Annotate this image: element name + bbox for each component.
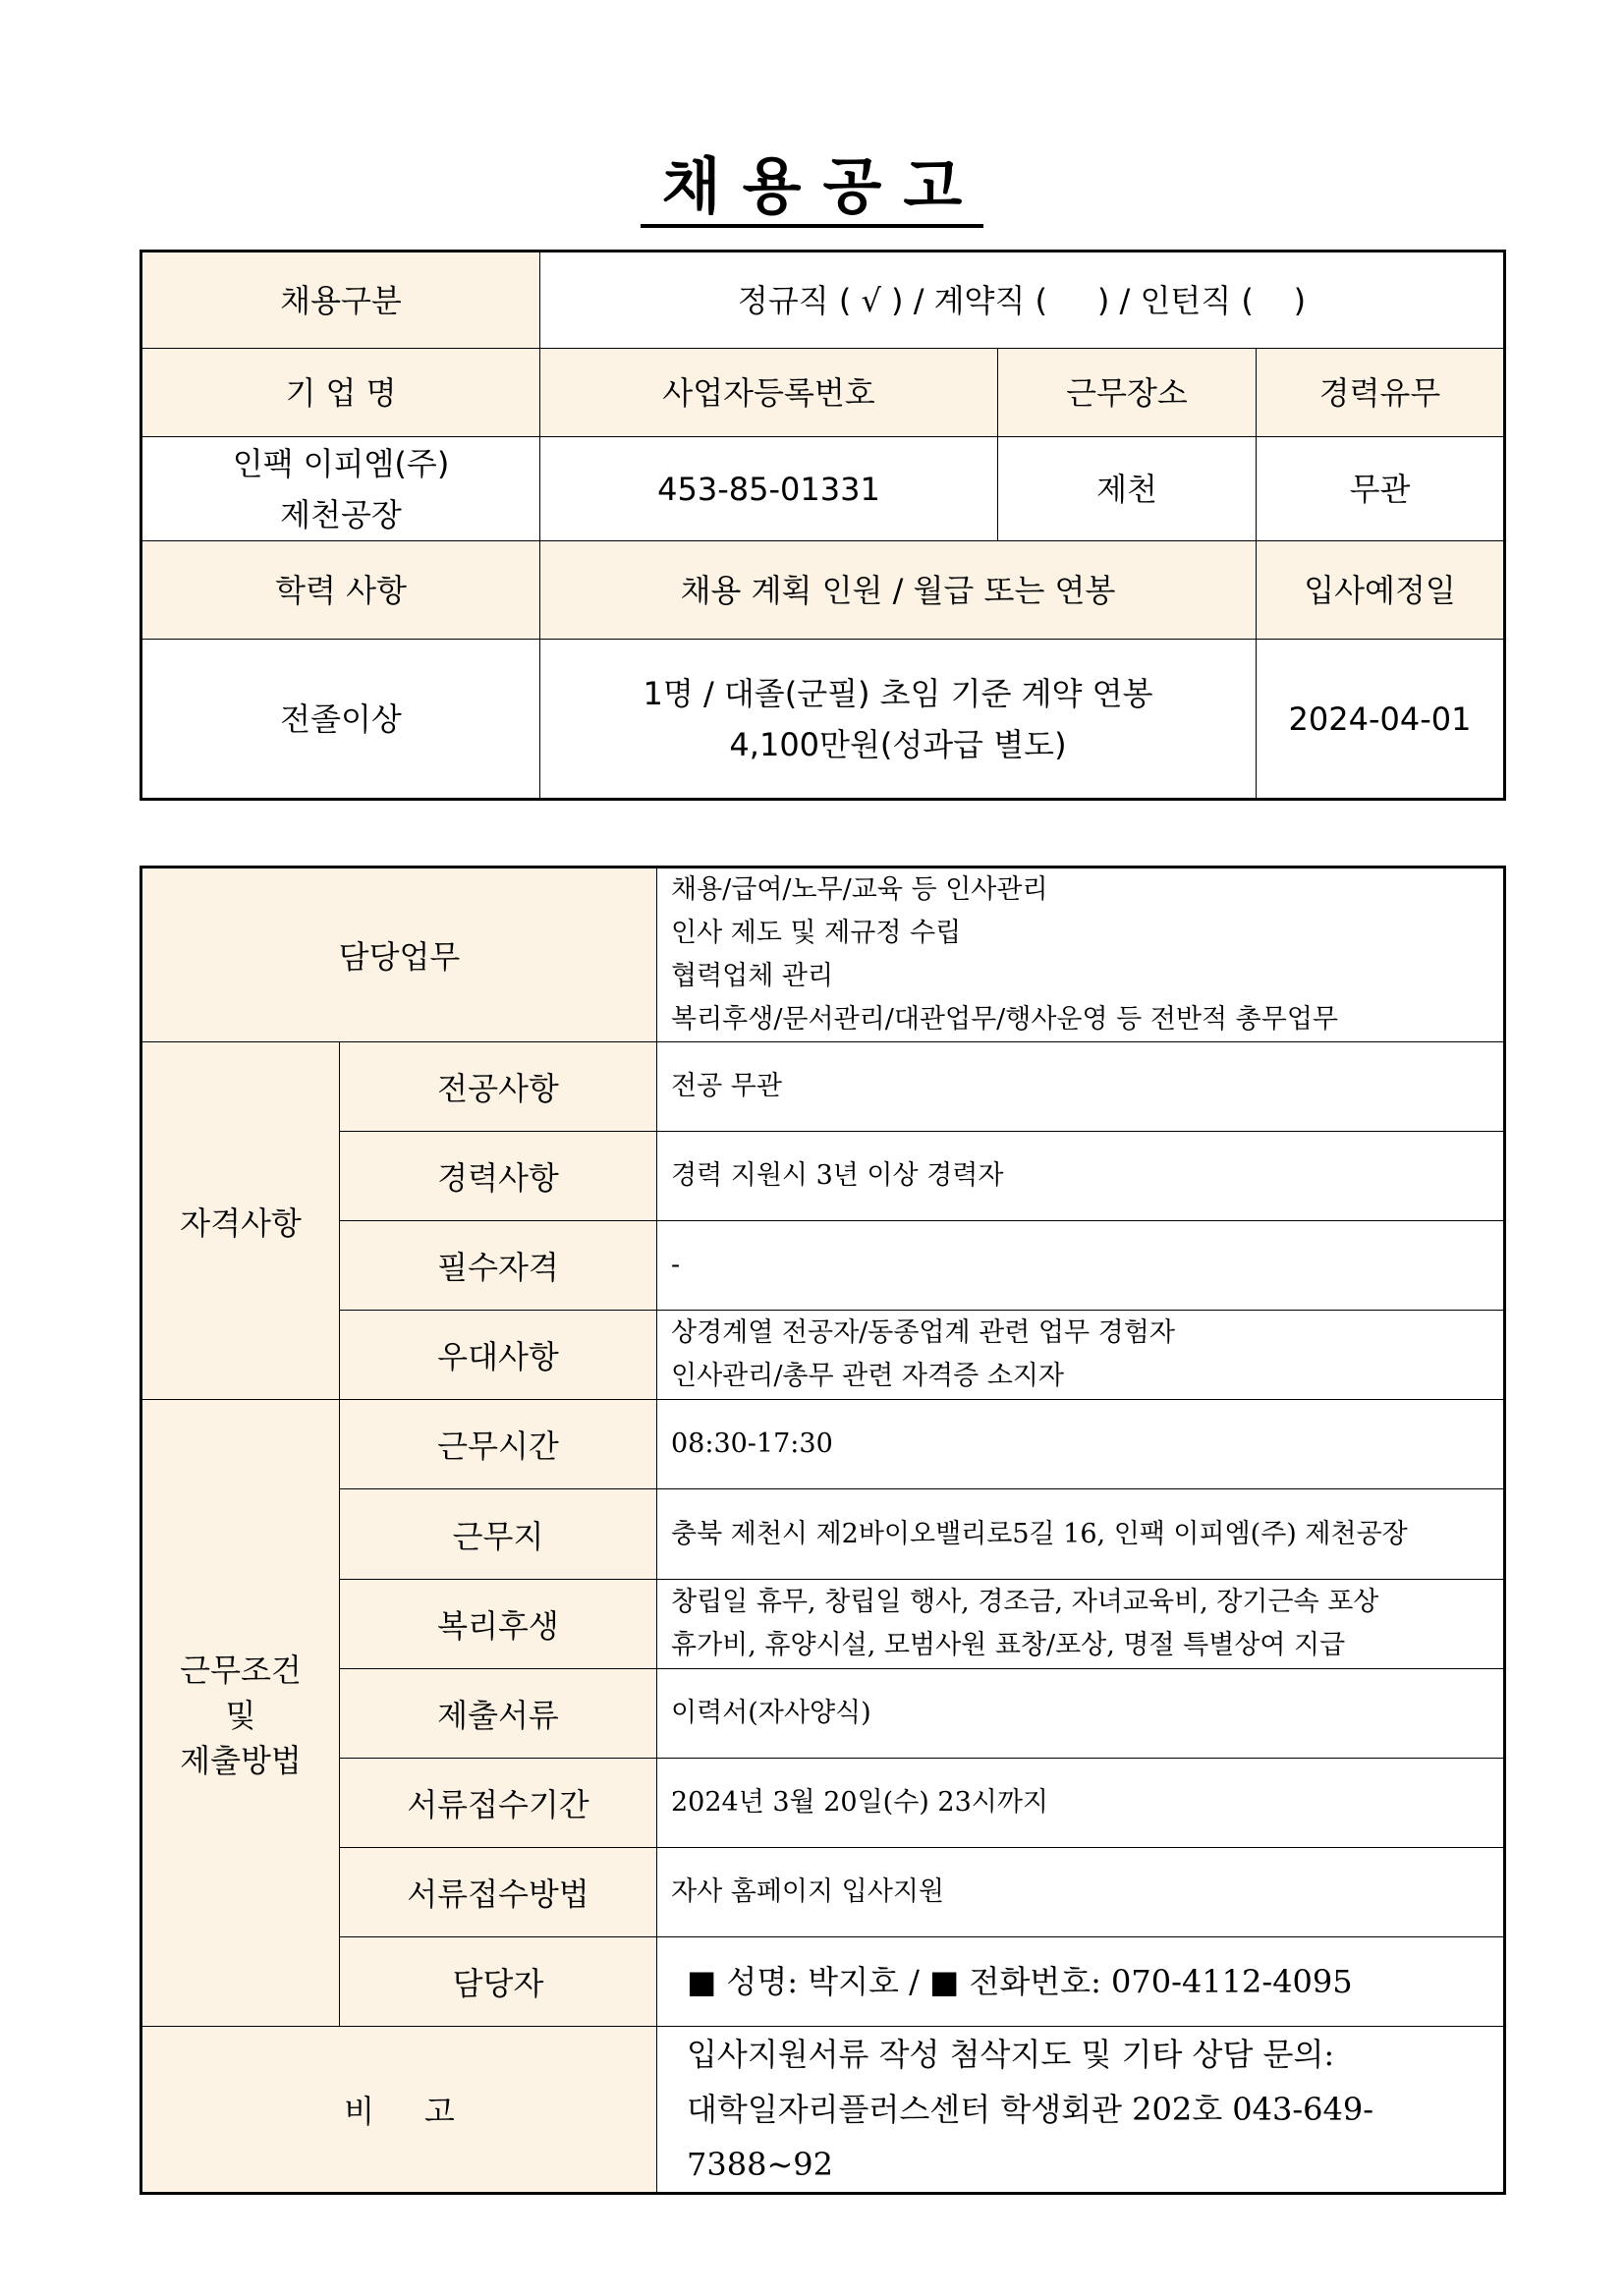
experience-value: 무관: [1257, 437, 1505, 541]
table-row: [141, 1221, 1505, 1311]
required-value: -: [657, 1221, 1505, 1311]
plan-header: 채용 계획 인원 / 월급 또는 연봉: [540, 541, 1257, 640]
detail-table: [140, 866, 1506, 2195]
table-row: [141, 1759, 1505, 1848]
hire-type-value: 정규직 ( √ ) / 계약직 ( ) / 인턴직 ( ): [540, 252, 1505, 349]
experience-header: 경력유무: [1257, 349, 1505, 437]
remarks-value: 입사지원서류 작성 첨삭지도 및 기타 상담 문의: 대학일자리플러스센터 학생회관 202호 043-649-7388~92: [657, 2027, 1505, 2194]
method-label: 서류접수방법: [340, 1848, 657, 1937]
documents-value: 이력서(자사양식): [657, 1669, 1505, 1759]
welfare-label: 복리후생: [340, 1580, 657, 1669]
contact-label: 담당자: [340, 1937, 657, 2027]
table-row: [141, 1848, 1505, 1937]
hours-label: 근무시간: [340, 1400, 657, 1489]
table-row: [141, 349, 1505, 437]
contact-value: ■ 성명: 박지호 / ■ 전화번호: 070-4112-4095: [657, 1937, 1505, 2027]
biz-no-header: 사업자등록번호: [540, 349, 998, 437]
table-row: [141, 1042, 1505, 1132]
plan-value: 1명 / 대졸(군필) 초임 기준 계약 연봉 4,100만원(성과급 별도): [540, 640, 1257, 800]
education-value: 전졸이상: [141, 640, 540, 800]
place-label: 근무지: [340, 1489, 657, 1580]
major-label: 전공사항: [340, 1042, 657, 1132]
conditions-group-label: 근무조건 및 제출방법: [141, 1400, 340, 2027]
method-value: 자사 홈페이지 입사지원: [657, 1848, 1505, 1937]
major-value: 전공 무관: [657, 1042, 1505, 1132]
table-row: [141, 1132, 1505, 1221]
education-header: 학력 사항: [141, 541, 540, 640]
location-header: 근무장소: [998, 349, 1257, 437]
career-label: 경력사항: [340, 1132, 657, 1221]
period-label: 서류접수기간: [340, 1759, 657, 1848]
page-title: 채용공고: [0, 138, 1624, 225]
preferred-label: 우대사항: [340, 1311, 657, 1400]
career-value: 경력 지원시 3년 이상 경력자: [657, 1132, 1505, 1221]
table-row: [141, 1489, 1505, 1580]
welfare-value: 창립일 휴무, 창립일 행사, 경조금, 자녀교육비, 장기근속 포상 휴가비, 휴양시설, 모범사원 표창/포상, 명절 특별상여 지급: [657, 1580, 1505, 1669]
start-date-value: 2024-04-01: [1257, 640, 1505, 800]
biz-no-value: 453-85-01331: [540, 437, 998, 541]
duties-value: 채용/급여/노무/교육 등 인사관리 인사 제도 및 제규정 수립 협력업체 관리 복리후생/문서관리/대관업무/행사운영 등 전반적 총무업무: [657, 868, 1505, 1042]
table-row: [141, 437, 1505, 541]
required-label: 필수자격: [340, 1221, 657, 1311]
start-date-header: 입사예정일: [1257, 541, 1505, 640]
company-header: 기 업 명: [141, 349, 540, 437]
table-row: [141, 252, 1505, 349]
hire-type-label: 채용구분: [141, 252, 540, 349]
table-row: [141, 640, 1505, 800]
location-value: 제천: [998, 437, 1257, 541]
table-row: [141, 1580, 1505, 1669]
table-row: [141, 1400, 1505, 1489]
table-row: [141, 541, 1505, 640]
preferred-value: 상경계열 전공자/동종업계 관련 업무 경험자 인사관리/총무 관련 자격증 소지자: [657, 1311, 1505, 1400]
table-row: [141, 1311, 1505, 1400]
period-value: 2024년 3월 20일(수) 23시까지: [657, 1759, 1505, 1848]
documents-label: 제출서류: [340, 1669, 657, 1759]
remarks-label: 비 고: [141, 2027, 657, 2194]
hours-value: 08:30-17:30: [657, 1400, 1505, 1489]
table-row: [141, 2027, 1505, 2194]
qualifications-group-label: 자격사항: [141, 1042, 340, 1400]
duties-label: 담당업무: [141, 868, 657, 1042]
table-row: [141, 868, 1505, 1042]
summary-table: [140, 250, 1506, 801]
table-row: [141, 1669, 1505, 1759]
company-name: 인팩 이피엠(주) 제천공장: [141, 437, 540, 541]
place-value: 충북 제천시 제2바이오밸리로5길 16, 인팩 이피엠(주) 제천공장: [657, 1489, 1505, 1580]
table-row: [141, 1937, 1505, 2027]
